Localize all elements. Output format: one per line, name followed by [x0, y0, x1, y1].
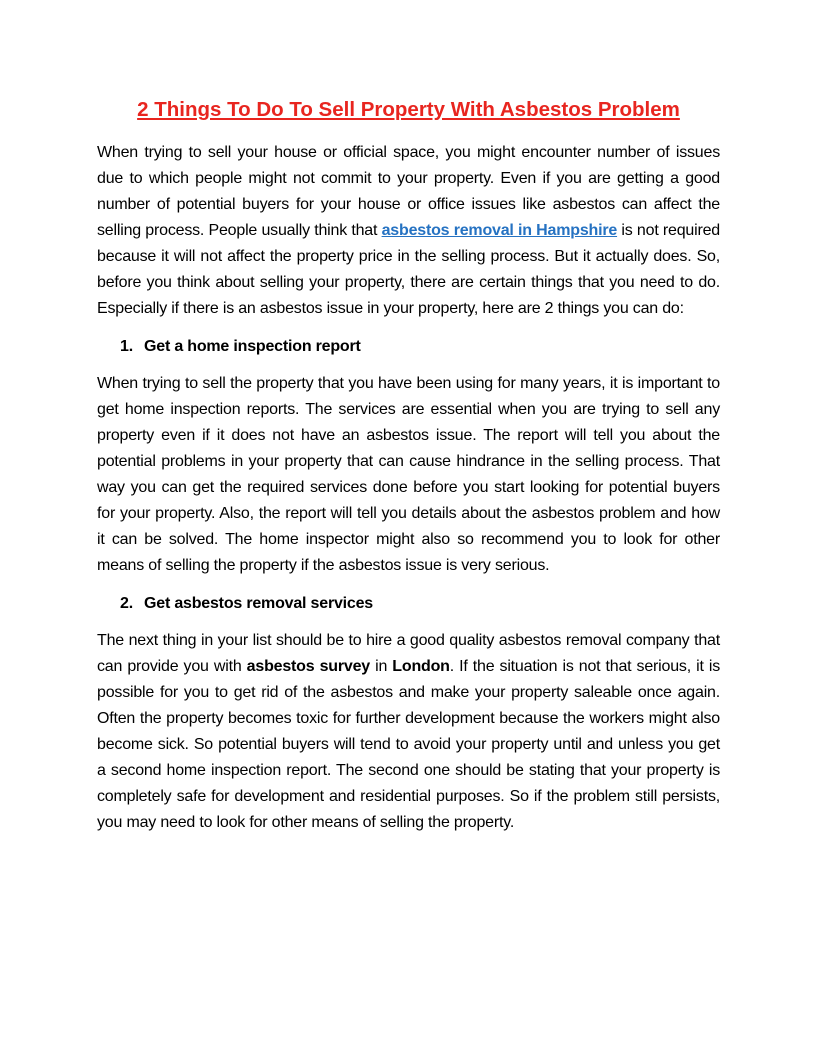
- document-page: [97, 96, 720, 849]
- section-heading-1: [97, 335, 720, 359]
- section-heading-text-1: Get a home inspection report: [144, 338, 361, 355]
- section-heading-text-2: Get asbestos removal services: [144, 595, 374, 612]
- section-body-1: When trying to sell the property that you have been using for many years, it is important to get home inspection reports. The services are essential when you are trying to sell any property even if it does not have an asbestos issue. The report will tell you about the potential problems in your property that can cause hindrance in the selling process. That way you can get the required services done before you start looking for potential buyers for your property. Also, the report will tell you details about the asbestos problem and how it can be solved. The home inspector might also so recommend you to look for other means of selling the property if the asbestos issue is very serious.: [97, 375, 720, 574]
- section-body-2-part3: . If the situation is not that serious, it is possible for you to get rid of the asbestos and make your property saleable once again. Often the property becomes toxic for further development because the workers might also become sick. So potential buyers will tend to avoid your property until and unless you get a second home inspection report. The second one should be stating that your property is completely safe for development and residential purposes. So if the problem still persists, you may need to look for other means of selling the property.: [97, 658, 720, 831]
- section-number-1: 1.: [120, 338, 133, 355]
- intro-text-before-link: When trying to sell your house or official space, you might encounter number of issues due to which people might not commit to your property. Even if you are getting a good number of potential buyers for your house or office issues like asbestos can affect the selling process. People usually think that: [97, 144, 720, 239]
- intro-text-after-link: is not required because it will not affect the property price in the selling process. But it actually does. So, before you think about selling your property, there are certain things that you need to do. Especially if there is an asbestos issue in your property, here are 2 things you can do:: [97, 222, 721, 317]
- section-heading-2: [97, 592, 720, 616]
- intro-paragraph: [97, 140, 720, 322]
- london-bold: London: [392, 658, 450, 675]
- section-body-2: [97, 628, 720, 836]
- page-title: 2 Things To Do To Sell Property With Asbestos Problem: [137, 98, 680, 121]
- section-body-2-part2: in: [369, 658, 393, 675]
- asbestos-survey-bold: asbestos survey: [246, 658, 370, 675]
- asbestos-removal-link[interactable]: asbestos removal in Hampshire: [381, 222, 618, 239]
- section-body-2-part1: The next thing in your list should be to hire a good quality asbestos removal company that can provide you with: [97, 632, 720, 675]
- section-number-2: 2.: [120, 595, 133, 612]
